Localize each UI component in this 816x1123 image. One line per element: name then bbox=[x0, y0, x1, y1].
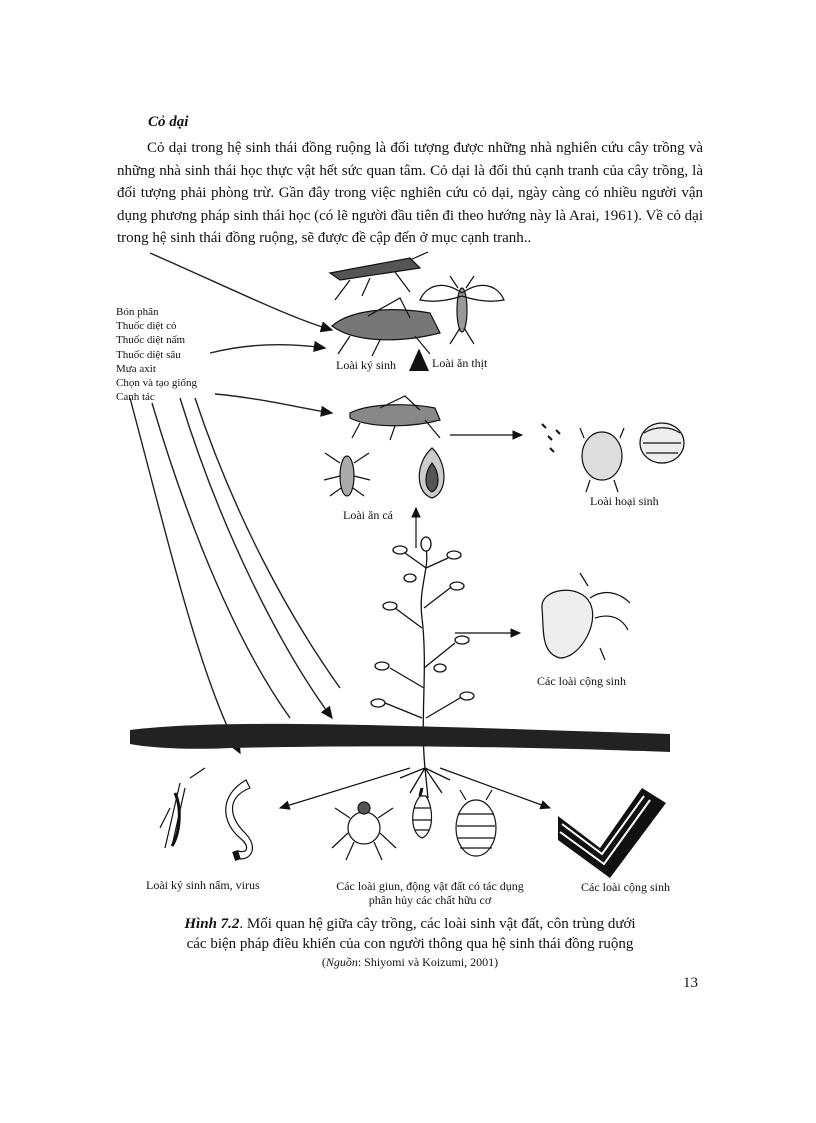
factor-fungicide: Thuốc diệt nấm bbox=[116, 334, 186, 347]
source-text: : Shiyomi và Koizumi, 2001) bbox=[357, 955, 499, 969]
label-symbionts-bottom: Các loài cộng sinh bbox=[581, 880, 670, 894]
label-decomposers-line2: phân hủy các chất hữu cơ bbox=[368, 893, 492, 907]
paragraph-text: Cỏ dại trong hệ sinh thái đồng ruộng là đối tượng được những nhà nghiên cứu cây trồng và những nhà sinh thái học thực vật hết sức quan tâm. Cỏ dại là đối thủ cạnh tranh của cây trồng, là đối tượng phải phòng trừ. Gần đây trong việc nghiên cứu cỏ dại, ngày càng có nhiều người vận dụng phương pháp sinh thái học (có lẽ người đầu tiên đi theo hướng này là Arai, 1961). Về cỏ dại trong hệ sinh thái đồng ruộng, sẽ được đề cập đến ở mục cạnh tranh.. bbox=[117, 140, 703, 246]
mycorrhiza-symbiont-icon bbox=[558, 788, 666, 878]
saprophyte-icon bbox=[542, 423, 684, 492]
label-decomposers bbox=[320, 879, 540, 907]
label-decomposers-line1: Các loài giun, động vật đất có tác dụng bbox=[336, 879, 524, 893]
section-heading: Cỏ dại bbox=[148, 114, 189, 130]
factor-breeding: Chọn và tạo giống bbox=[116, 377, 197, 390]
caption-line1 bbox=[110, 914, 710, 934]
crop-plant-icon bbox=[371, 537, 474, 798]
management-factors-list bbox=[116, 305, 197, 404]
caption-source bbox=[110, 954, 710, 970]
source-label: Nguồn bbox=[325, 955, 358, 969]
ecosystem-diagram bbox=[110, 248, 710, 910]
arrow-to-grasshopper bbox=[215, 394, 332, 413]
label-herbivores: Loài ăn cá bbox=[343, 508, 393, 522]
arrow-to-soil bbox=[130, 398, 240, 753]
figure-7-2 bbox=[110, 248, 710, 910]
source-open: ( bbox=[321, 955, 326, 969]
label-parasites: Loài ký sinh bbox=[336, 358, 396, 372]
symbiont-pollinator-icon bbox=[542, 573, 630, 660]
herbivore-insect-icon bbox=[324, 448, 444, 498]
caption-text-1: . Mối quan hệ giữa cây trồng, các loài sinh vật đất, côn trùng dưới bbox=[239, 916, 636, 932]
factor-herbicide: Thuốc diệt cỏ bbox=[116, 320, 177, 333]
caption-line2: các biện pháp điều khiển của con người thông qua hệ sinh thái đồng ruộng bbox=[186, 936, 634, 952]
label-symbionts-top: Các loài cộng sinh bbox=[537, 674, 626, 688]
arrow-band-2 bbox=[195, 398, 340, 688]
nematode-icon bbox=[160, 768, 252, 860]
arrow-to-plant bbox=[180, 398, 332, 718]
page-number: 13 bbox=[683, 975, 698, 991]
body-paragraph bbox=[117, 137, 703, 250]
decomposer-icons bbox=[332, 788, 496, 860]
arrow-to-fungal-parasites bbox=[280, 768, 410, 808]
factor-acid-rain: Mưa axit bbox=[116, 362, 156, 375]
factor-insecticide: Thuốc diệt sâu bbox=[116, 348, 181, 361]
caption-label: Hình 7.2 bbox=[184, 916, 240, 932]
grasshopper-icon bbox=[350, 396, 440, 440]
factor-fertilizer: Bón phân bbox=[116, 306, 159, 318]
figure-caption bbox=[110, 914, 710, 970]
parasite-insect-icon bbox=[330, 252, 440, 356]
label-saprophytes: Loài hoại sinh bbox=[590, 494, 659, 508]
factor-cultivation: Canh tác bbox=[116, 391, 155, 404]
soil-layer bbox=[130, 724, 670, 752]
arrow-to-parasites-lower bbox=[210, 345, 325, 353]
arrow-to-symbionts-bottom bbox=[440, 768, 550, 808]
label-fungal-parasites: Loài ký sinh nấm, virus bbox=[146, 878, 260, 892]
label-predators: Loài ăn thịt bbox=[432, 356, 488, 370]
